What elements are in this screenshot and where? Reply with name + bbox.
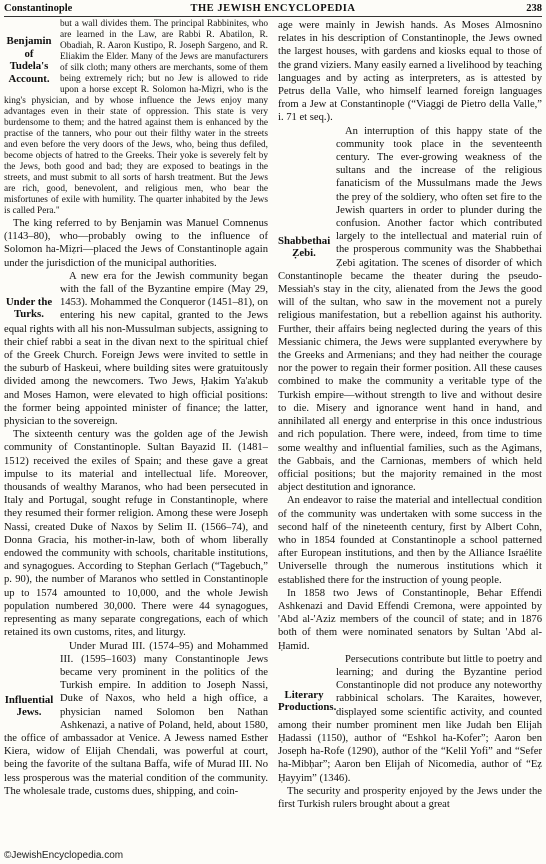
paragraph-security: The security and prosperity enjoyed by the Jews under the first Turkish rulers brought about a great (278, 785, 542, 810)
paragraph-new-era: A new era for the Jewish community began with the fall of the Byzantine empire (May 29, 1453). Mohammed the Conqueror (1451–81), on entering his new capital, granted to the Jews equal rights with all his non-Mussulman subjects, assigning to their chief rabbi a seat in the divan next to the spiritual chief of the Greek Church. Foreign Jews were invited to settle in the suburb of Haskeui, where building sites were gratuitously divided among the newcomers. Two Jews, Ḥakim Ya'akub and Moses Hamon, were elevated to high official positions: the former being appointed minister of finance; the latter, physician to the sovereign. (4, 270, 268, 428)
running-header (4, 2, 542, 17)
paragraph-endeavor: An endeavor to raise the material and intellectual condition of the community was undertaken with some success in the second half of the nineteenth century, first by Albert Cohn, who in 1854 founded at Constantinople a school patterned after European institutions, and then by the Alliance Israélite Universelle through the numerous institutions which it established there for the instruction of young people. (278, 495, 542, 586)
header-article-title: Constantinople (4, 3, 73, 14)
paragraph-sixteenth-century: The sixteenth century was the golden age of the Jewish community of Constantinople. Sultan Bayazid II. (1481–1512) received the exiles of Spain; and these gave a great impulse to its material and intellectual life. Moreover, thousands of wealthy Maranos, who had been persecuted in Italy and Portugal, sought refuge in Constantinople, where they resumed their former religion. Among these were Joseph Nassi, created Duke of Naxos by Selim II. (1566–74), and Donna Gracia, his mother-in-law, both of whom liberally endowed the community with schools, charitable institutions, and synagogues. According to Stephan Gerlach (“Tagebuch,” p. 90), the number of Maranos who settled in Constantinople up to 1574 amounted to 10,000, and the whole Jewish population numbered 30,000. There were 44 synagogues, representing as many separate congregations, each of which retained its own customs, rites, and liturgy. (4, 429, 268, 639)
header-publication-title: THE JEWISH ENCYCLOPEDIA (190, 3, 356, 14)
paragraph-murad-iii: Under Murad III. (1574–95) and Mohammed III. (1595–1603) many Constantinople Jews became very prominent in the politics of the Turkish empire. In addition to Joseph Nassi, Duke of Naxos, who held a high office, a physician named Solomon ben Nathan Ashkenazi, a native of Poland, held, about 1580, the office of ambassador at Venice. A Jewess named Esther Kiera, widow of Elijah Chendali, was powerful at court, being the favorite of the sultana Baffa, wife of Murad III. No less prosperous was the material condition of the community. The wholesale trade, customs dues, shipping, and coin- (4, 640, 268, 797)
sidenote-shabbethai-zebi: Shabbethai Ẓebi. (278, 234, 331, 260)
left-column (4, 19, 268, 851)
source-watermark: ©JewishEncyclopedia.com (4, 850, 124, 861)
paragraph-manuel-comnenus: The king referred to by Benjamin was Manuel Comnenus (1143–80), who—probably owing to the influence of Solomon ha-Miẓri—placed the Jews of Constantinople again under the jurisdiction of the municipal authorities. (4, 218, 268, 269)
sidenote-influential-jews: Influential Jews. (4, 693, 54, 718)
paragraph-interruption: An interruption of this happy state of the community took place in the seventeenth century. The ever-growing weakness of the sultans and the increase of the religious fanaticism of the Mussulmans made the Jews the prey of the soldiery, who often set fire to the Jewish quarters in order to plunder during the confusion. Another factor which contributed largely to the intellectual and material ruin of the prosperous community was the Shabbethai Ẓebi agitation. The scenes of disorder of which Constantinople became the theater during the pseudo-Messiah's stay in the city, alienated from the Jews the good will of the sultan, who saw in the movement not a purely religious manifestation, but a rebellion against his authority. Further, their affairs being neglected during the years of this Messianic chimera, the Jews were supplanted everywhere by the Greeks and Armenians; and they had neither the courage nor the power to regain their former position. All these causes combined to make the community a veritable type of the Turkish empire—without strength to live and without desire to die. Misery and ignorance went hand in hand, and annihilated all energy and enterprise in this once industrious and rich population. There were, indeed, from time to time some wealthy and influential families, such as the Agimans, the Gabbais, and the Carnionas, members of which held official positions; but the majority remained in the most abject destitution and ignorance. (278, 125, 542, 494)
paragraph-coinage: age were mainly in Jewish hands. As Moses Almosnino relates in his description of Constantinople, the Jews owned the largest houses, with gardens and kiosks equal to those of the grand viziers. Many easily earned a livelihood by teaching languages and by acting as interpreters, as is attested by Petrus della Valle, who himself learned foreign languages from a Jew at Constantinople (“Viaggi de Pietro della Valle,” i. 71 et seq.). (278, 20, 542, 124)
header-page-number: 238 (526, 3, 542, 14)
sidenote-benjamin-of-tudela: Benjamin of Tudela's Account. (6, 35, 52, 85)
paragraph-benjamin-quote: but a wall divides them. The principal Rabbinites, who are learned in the Law, are Rabbi R. Abatilon, R. Obadiah, R. Aaron Kustipo, R. Joseph Sargeno, and R. Eliakim the Elder. Many of the Jews are manufacturers of silk cloth; many others are merchants, some of them being extremely rich; but no Jew is allowed to ride upon a horse except R. Solomon ha-Miẓri, who is the king's physician, and by whose influence the Jews enjoy many advantages even in their state of oppression. This state is very burdensome to them; and the hatred against them is enhanced by the practise of the tanners, who pour out their filthy water in the streets and even before the very doors of the Jews, who, being thus defiled, become objects of hatred to the Greeks. Their yoke is severely felt by the Jews, both good and bad; they are exposed to beatings in the streets, and must submit to all sorts of harsh treatment. But the Jews are rich, good, benevolent, and religious men, who bear the misfortunes of exile with humility. The quarter inhabited by the Jews is called Pera." (4, 19, 268, 216)
paragraph-persecutions: Persecutions contribute but little to poetry and learning; and during the Byzantine period Constantinople did not produce any noteworthy rabbinical scholars. The Karaites, however, displayed some scientific activity, and counted among their number prominent men like Judah ben Elijah Ḥadassi (1150), author of “Eshkol ha-Kofer”; Aaron ben Joseph ha-Rofe (1290), author of the “Kelil Yofi” and “Sefer ha-Mibḥar”; Aaron ben Elijah of Nicomedia, author of “Eẓ Ḥayyim” (1346). (278, 653, 542, 784)
right-column (278, 19, 542, 851)
sidenote-literary-productions: Literary Productions. (278, 688, 337, 714)
sidenote-under-the-turks: Under the Turks. (5, 295, 53, 321)
paragraph-1858-appointments: In 1858 two Jews of Constantinople, Behar Effendi Ashkenazi and David Effendi Cremona, were appointed by 'Abd al-'Aziz members of the council of state; and in 1876 both of them were nominated senators by Sultan 'Abd al-Ḥamid. (278, 587, 542, 652)
